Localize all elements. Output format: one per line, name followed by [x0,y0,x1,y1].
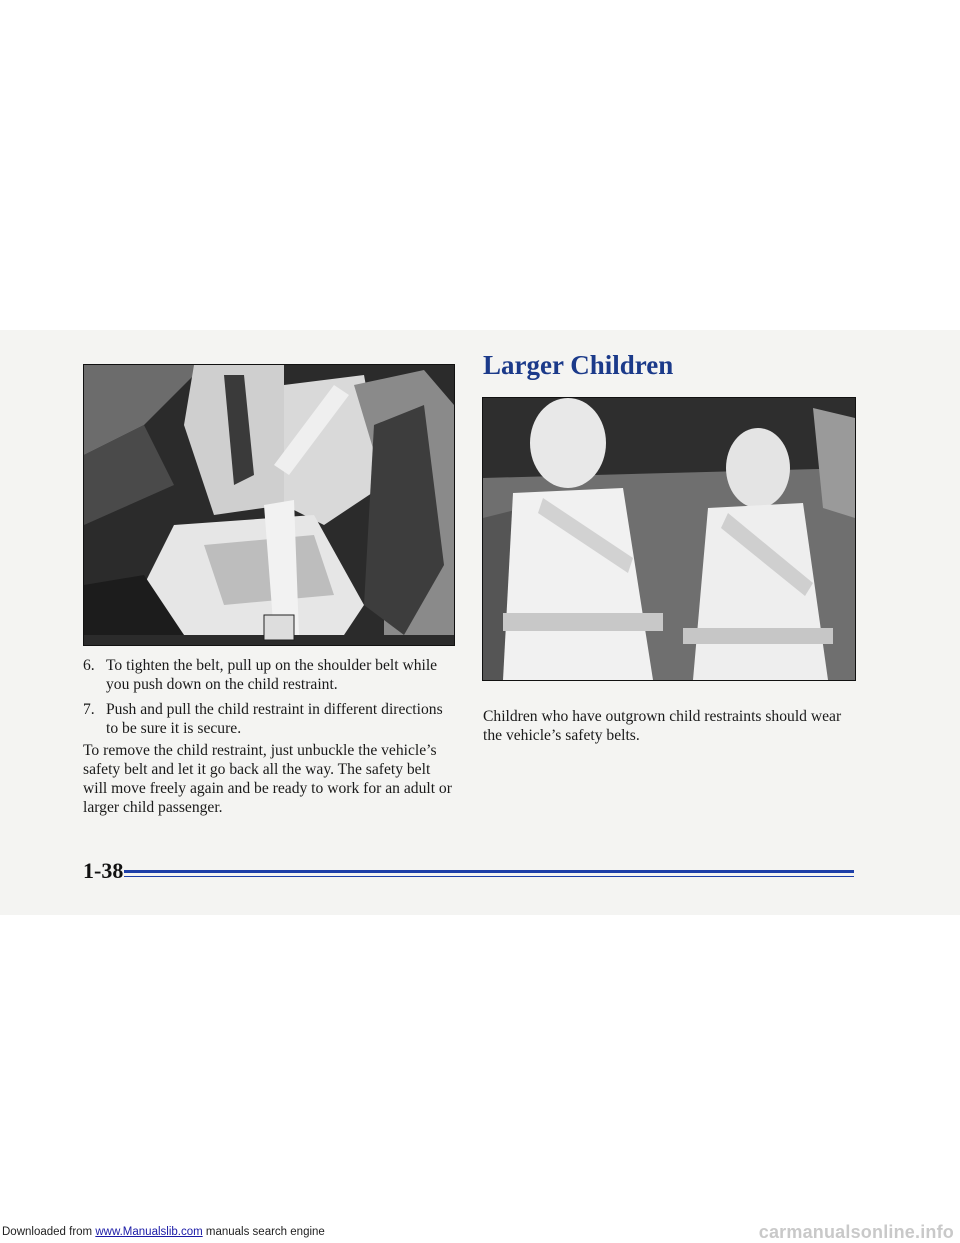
section-heading: Larger Children [483,350,674,380]
footer-suffix: manuals search engine [202,1226,325,1238]
site-watermark: carmanualsonline.info [758,1222,954,1242]
footer-prefix: Downloaded from [2,1226,96,1238]
remove-restraint-paragraph: To remove the child restraint, just unbuckle the vehicle’s safety belt and let it go back all the way. The safety belt will move freely again and be ready to work for an adult or larger child passenger. [83,742,452,816]
download-footer [2,1226,325,1238]
page-number: 1-38 [83,858,124,883]
step-item [83,656,453,694]
page-rule-thin [124,876,854,877]
larger-children-illustration [482,397,856,681]
step-item [83,700,453,738]
step-number: 7. [83,701,95,718]
larger-children-paragraph: Children who have outgrown child restraints should wear the vehicle’s safety belts. [483,708,842,744]
step-text: To tighten the belt, pull up on the shoulder belt while you push down on the child restraint. [106,657,438,693]
page-rule [124,870,854,873]
step-number: 6. [83,657,95,674]
instruction-steps [83,656,453,744]
child-restraint-illustration [83,364,455,646]
manualslib-link[interactable]: www.Manualslib.com [95,1226,203,1238]
step-text: Push and pull the child restraint in different directions to be sure it is secure. [106,701,443,737]
